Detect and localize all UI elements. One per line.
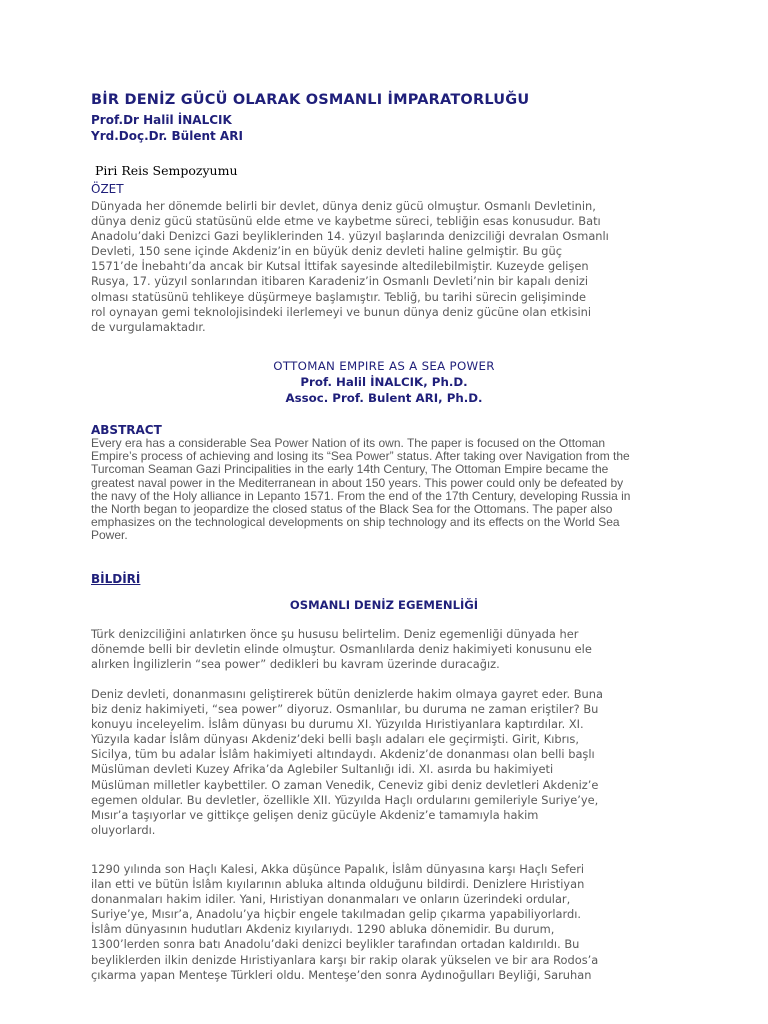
symposium-name: Piri Reis Sempozyumu <box>95 163 238 178</box>
abstract-text: Every era has a considerable Sea Power Nation of its own. The paper is focused on the Ottoman Empire’s process of achieving and losing its “Sea Power” status. After taking over Navigation from the Turcoman Seaman Gazi Principalities in the early 14th Century, The Ottoman Empire became the greatest naval power in the Mediterranean in about 150 years. This power could only be defeated by the navy of the Holy alliance in Lepanto 1571. From the end of the 17th Century, developing Russia in the North began to jeopardize the closed status of the Black Sea for the Ottomans. The paper also emphasizes on the technological developments on ship technology and its effects on the World Sea Power. <box>91 436 631 543</box>
author-inalcik: Prof.Dr Halil İNALCIK <box>91 113 232 127</box>
ozet-text: Dünyada her dönemde belirli bir devlet, dünya deniz gücü olmuştur. Osmanlı Devletinin, dünya deniz gücü statüsünü elde etme ve kaybetme süreci, tebliğin esas konusudur. Batı Anadolu’daki Denizci Gazi beyliklerinden 14. yüzyıl başlarında denizciliği devralan Osmanlı Devleti, 150 sene içinde Akdeniz’in en büyük deniz devleti haline gelmiştir. Bu güç 1571’de İnebahtı’da ancak bir Kutsal İttifak sayesinde altedilebilmiştir. Kuzeyde gelişen Rusya, 17. yüzyıl sonlarından itibaren Karadeniz’in Osmanlı Devleti’nin bir kapalı denizi olması statüsünü tehlikeye düşürmeye başlamıştır. Tebliğ, bu tarihi sürecin gelişiminde rol oynayan gemi teknolojisindeki ilerlemeyi ve bunun dünya deniz gücüne olan etkisini de vurgulamaktadır. <box>91 199 609 334</box>
section-subheading: OSMANLI DENİZ EGEMENLİĞİ <box>289 598 479 612</box>
document-title: BİR DENİZ GÜCÜ OLARAK OSMANLI İMPARATORLUĞU <box>91 92 530 108</box>
english-title-block <box>91 358 677 406</box>
bildiri-link[interactable]: BİLDİRİ <box>91 572 141 586</box>
paragraph-3: 1290 yılında son Haçlı Kalesi, Akka düşünce Papalık, İslâm dünyasına karşı Haçlı Seferi ilan etti ve bütün İslâm kıyılarının abluka altında olduğunu bildirdi. Denizlere Hıristiyan donanmaları hakim idiler. Yani, Hıristiyan donanmaları ve onların üzerindeki ordular, Suriye’ye, Mısır’a, Anadolu’ya hiçbir engele takılmadan gelip çıkarma yapabiliyorlardı. İslâm dünyasının hudutları Akdeniz kıyılarıydı. 1290 abluka dönemidir. Bu durum, 1300’lerden sonra batı Anadolu’daki denizci beylikler tarafından ortadan kaldırıldı. Bu beyliklerden ilkin denizde Hıristiyanlara karşı bir rakip olarak yükselen ve bir ara Rodos’a çıkarma yapan Menteşe Türkleri oldu. Menteşe’den sonra Aydınoğulları Beyliği, Saruhan <box>91 862 599 982</box>
abstract-heading: ABSTRACT <box>91 423 162 437</box>
ozet-heading: ÖZET <box>91 182 124 196</box>
author-ari: Yrd.Doç.Dr. Bülent ARI <box>91 129 243 143</box>
english-title: OTTOMAN EMPIRE AS A SEA POWER <box>273 359 495 373</box>
paragraph-1: Türk denizciliğini anlatırken önce şu hususu belirtelim. Deniz egemenliği dünyada her dönemde belli bir devletin elinde olmuştur. Osmanlılarda deniz hakimiyeti konusunu ele alırken İngilizlerin “sea power” dedikleri bu kavram üzerinde duracağız. <box>91 627 592 672</box>
paragraph-2: Deniz devleti, donanmasını geliştirerek bütün denizlerde hakim olmaya gayret eder. Buna biz deniz hakimiyeti, “sea power” diyoruz. Osmanlılar, bu duruma ne zaman eriştiler? Bu konuyu inceleyelim. İslâm dünyası bu durumu XI. Yüzyılda Hıristiyanlara kaptırdılar. XI. Yüzyıla kadar İslâm dünyası Akdeniz’deki belli başlı adaları ele geçirmişti. Girit, Kıbrıs, Sicilya, tüm bu adalar İslâm hakimiyeti altındaydı. Akdeniz’de donanması olan belli başlı Müslüman devleti Kuzey Afrika’da Aglebiler Sultanlığı idi. XI. asırda bu hakimiyeti Müslüman milletler kaybettiler. O zaman Venedik, Ceneviz gibi deniz devletleri Akdeniz’e egemen oldular. Bu devletler, özellikle XII. Yüzyılda Haçlı ordularını gemileriyle Suriye’ye, Mısır’a taşıyorlar ve gittikçe gelişen deniz gücüyle Akdeniz’e tamamıyla hakim oluyorlardı. <box>91 687 603 837</box>
english-author-inalcik: Prof. Halil İNALCIK, Ph.D. <box>300 375 468 389</box>
english-author-ari: Assoc. Prof. Bulent ARI, Ph.D. <box>285 391 483 405</box>
